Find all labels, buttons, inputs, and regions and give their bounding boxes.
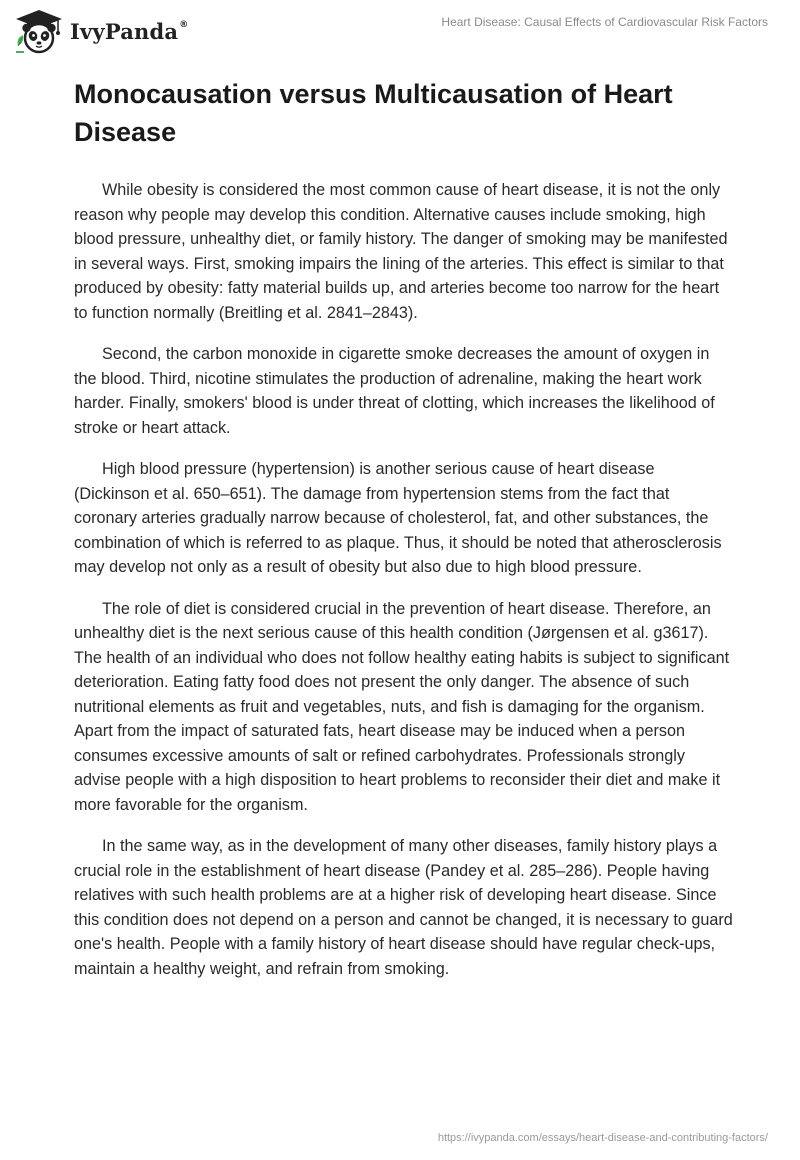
paragraph: Second, the carbon monoxide in cigarette smoke decreases the amount of oxygen in the blood. Third, nicotine stimulates the production of adrenaline, making the heart work harder. Finally, smokers' blood is under threat of clotting, which increases the likelihood of stroke or heart attack. [74, 345, 715, 437]
source-url[interactable]: https://ivypanda.com/essays/heart-disease-and-contributing-factors/ [437, 1132, 768, 1144]
paragraph: The role of diet is considered crucial in the prevention of heart disease. Therefore, an unhealthy diet is the next serious cause of this health condition (Jørgensen et al. g3617). The health of an individual who does not follow healthy eating habits is subject to significant deterioration. Eating fatty food does not present the only danger. The absence of such nutritional elements as fruit and vegetables, nuts, and fish is damaging for the organism. Apart from the impact of saturated fats, heart disease may be induced when a person consumes excessive amounts of salt or refined carbohydrates. Professionals strongly advise people with a high disposition to heart problems to reconsider their diet and make it more favorable for the organism. [74, 599, 730, 814]
panda-graduate-icon [14, 8, 64, 54]
section-heading: Monocausation versus Multicausation of Heart Disease [74, 79, 673, 147]
registered-mark: ® [179, 19, 189, 30]
paragraph: High blood pressure (hypertension) is another serious cause of heart disease (Dickinson et al. 650–651). The damage from hypertension stems from the fact that coronary arteries gradually narrow because of cholesterol, fat, and other substances, the combination of which is referred to as plaque. Thus, it should be noted that atherosclerosis may develop not only as a result of obesity but also due to high blood pressure. [74, 460, 722, 576]
article-body [74, 75, 734, 998]
paragraph: In the same way, as in the development of many other diseases, family history plays a crucial role in the establishment of heart disease (Pandey et al. 285–286). People having relatives with such health problems are at a higher risk of developing heart disease. Since this condition does not depend on a person and cannot be changed, it is necessary to guard one's health. People with a family history of heart disease should have regular check-ups, maintain a healthy weight, and refrain from smoking. [74, 837, 733, 978]
logo-text [70, 19, 188, 44]
page-header [0, 0, 800, 60]
ivypanda-logo[interactable] [14, 8, 188, 54]
logo-name: IvyPanda [70, 18, 179, 44]
paragraph: While obesity is considered the most common cause of heart disease, it is not the only reason why people may develop this condition. Alternative causes include smoking, high blood pressure, unhealthy diet, or family history. The danger of smoking may be manifested in several ways. First, smoking impairs the lining of the arteries. This effect is similar to that produced by obesity: fatty material builds up, and arteries become too narrow for the heart to function normally (Breitling et al. 2841–2843). [74, 181, 728, 322]
document-title: Heart Disease: Causal Effects of Cardiovascular Risk Factors [441, 15, 768, 29]
